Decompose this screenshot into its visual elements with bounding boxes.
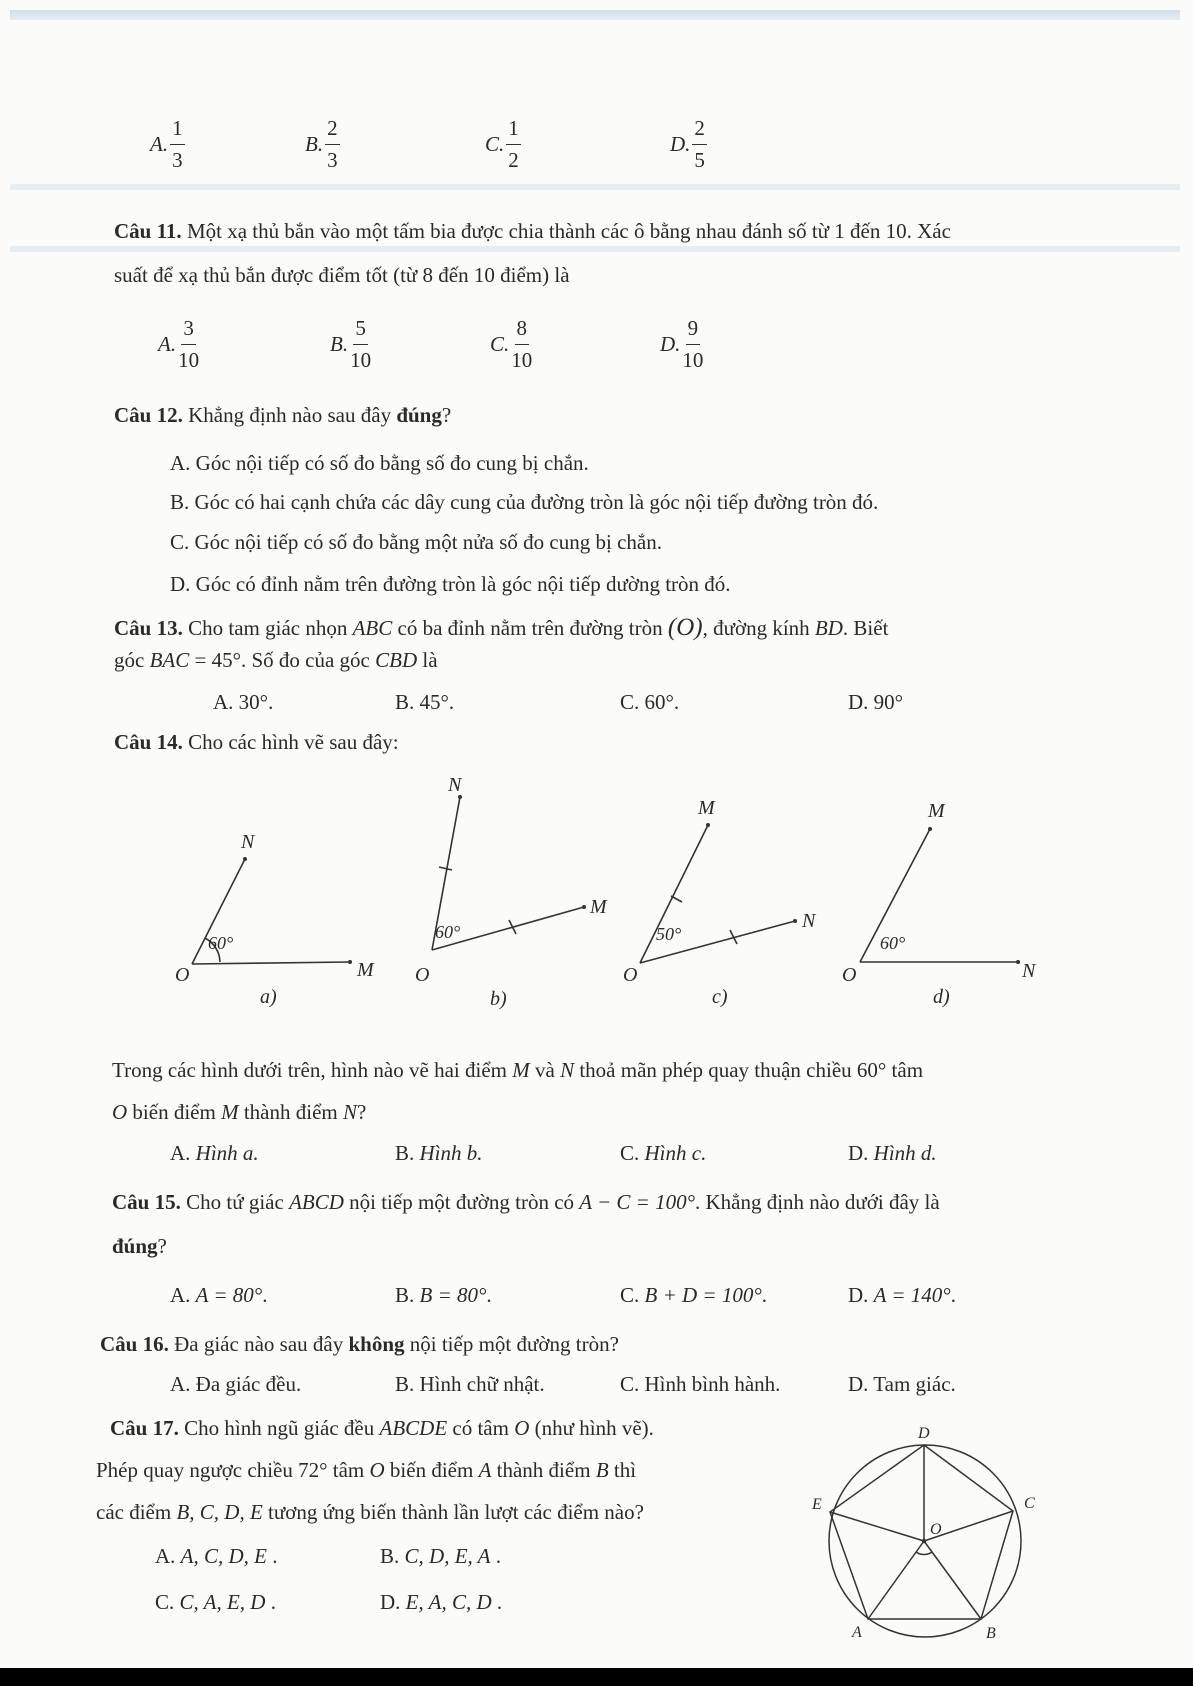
scan-band (10, 184, 1180, 190)
pentagon-label-o: O (930, 1521, 942, 1538)
q16-option-a[interactable]: A. Đa giác đều. (170, 1372, 302, 1396)
q13-option-a[interactable]: A. 30°. (213, 690, 274, 714)
fig-c-m: M (698, 797, 715, 819)
q15-option-a[interactable]: A. A = 80°. (170, 1283, 268, 1307)
fig-c-n: N (802, 910, 816, 932)
fig-d-m: M (928, 800, 945, 822)
q13-option-d[interactable]: D. 90° (848, 690, 904, 714)
q13-question-2: góc BAC = 45°. Số đo của góc CBD là (114, 648, 438, 672)
q16-option-c[interactable]: C. Hình bình hành. (620, 1372, 781, 1396)
fig-a-caption: a) (260, 986, 277, 1008)
fraction: $\frac{5}{10}$ (350, 316, 372, 372)
q17-option-b[interactable]: B. C, D, E, A . (380, 1544, 501, 1568)
q10-option-a[interactable]: A. $\frac{1}{3}$ (150, 116, 183, 172)
q13-question: Câu 13. Cho tam giác nhọn ABC có ba đỉnh nằm trên đường tròn (O), đường kính BD. Biết (114, 614, 889, 641)
q12-option-d[interactable]: D. Góc có đỉnh nằm trên đường tròn là góc nội tiếp dường tròn đó. (170, 572, 731, 596)
fig-d-o: O (842, 964, 857, 986)
q17-option-a[interactable]: A. A, C, D, E . (155, 1544, 278, 1568)
q17-option-c[interactable]: C. C, A, E, D . (155, 1590, 276, 1614)
fraction: $\frac{8}{10}$ (511, 316, 533, 372)
q14-option-a[interactable]: A. Hình a. (170, 1141, 259, 1165)
fig-b-o: O (415, 964, 430, 986)
pentagon-label-e: E (812, 1496, 822, 1513)
scan-band (10, 246, 1180, 252)
fig-c-angle: 50° (656, 924, 682, 944)
fig-b-m: M (590, 896, 607, 918)
q15-option-c[interactable]: C. B + D = 100°. (620, 1283, 767, 1307)
q11-option-b[interactable]: B. $\frac{5}{10}$ (330, 316, 372, 372)
fig-b-n: N (448, 774, 462, 796)
pentagon-label-a: A (852, 1624, 862, 1641)
q14-question: Câu 14. Cho các hình vẽ sau đây: (114, 730, 399, 754)
q15-option-b[interactable]: B. B = 80°. (395, 1283, 492, 1307)
pentagon-label-c: C (1024, 1495, 1035, 1512)
q17-pentagon-figure (800, 1412, 1060, 1672)
q12-option-a[interactable]: A. Góc nội tiếp có số đo bằng số đo cung bị chắn. (170, 451, 589, 475)
q15-option-d[interactable]: D. A = 140°. (848, 1283, 956, 1307)
fig-a-o: O (175, 964, 190, 986)
fig-b-angle: 60° (435, 922, 461, 942)
scan-edge-top (10, 10, 1180, 20)
q13-option-c[interactable]: C. 60°. (620, 690, 680, 714)
fig-b-caption: b) (490, 988, 507, 1010)
fig-a-angle: 60° (208, 933, 234, 953)
q17-question: Câu 17. Cho hình ngũ giác đều ABCDE có tâm O (như hình vẽ). (110, 1416, 654, 1440)
q15-question-2: đúng? (112, 1234, 167, 1258)
fig-d-n: N (1022, 960, 1036, 982)
q16-question: Câu 16. Đa giác nào sau đây không nội tiếp một đường tròn? (100, 1332, 619, 1356)
q11-text-2: suất để xạ thủ bắn được điểm tốt (từ 8 đến 10 điểm) là (114, 263, 570, 287)
pentagon-label-d: D (918, 1425, 930, 1442)
q11-option-c[interactable]: C. $\frac{8}{10}$ (490, 316, 533, 372)
q16-option-b[interactable]: B. Hình chữ nhật. (395, 1372, 545, 1396)
fraction: $\frac{1}{2}$ (508, 116, 519, 172)
pentagon-label-b: B (986, 1625, 996, 1642)
q12-option-b[interactable]: B. Góc có hai cạnh chứa các dây cung của đường tròn là góc nội tiếp đường tròn đó. (170, 490, 879, 514)
q14-prompt-2: O biến điểm M thành điểm N? (112, 1100, 367, 1124)
q14-option-b[interactable]: B. Hình b. (395, 1141, 483, 1165)
q12-question: Câu 12. Khẳng định nào sau đây đúng? (114, 403, 452, 427)
fig-c-o: O (623, 964, 638, 986)
fig-d-caption: d) (933, 986, 950, 1008)
fraction: $\frac{1}{3}$ (172, 116, 183, 172)
q16-option-d[interactable]: D. Tam giác. (848, 1372, 956, 1396)
q10-option-c[interactable]: C. $\frac{1}{2}$ (485, 116, 519, 172)
q14-option-c[interactable]: C. Hình c. (620, 1141, 707, 1165)
fraction: $\frac{2}{5}$ (694, 116, 705, 172)
fraction: $\frac{9}{10}$ (682, 316, 704, 372)
q11-text: Câu 11. Một xạ thủ bắn vào một tấm bia được chia thành các ô bằng nhau đánh số từ 1 đến 10. Xác (114, 219, 951, 243)
fig-a-m: M (357, 959, 374, 981)
q14-figures (0, 770, 1193, 1030)
q17-option-d[interactable]: D. E, A, C, D . (380, 1590, 503, 1614)
q14-prompt: Trong các hình dưới trên, hình nào vẽ hai điểm M và N thoả mãn phép quay thuận chiều 60° tâm (112, 1058, 924, 1082)
q12-option-c[interactable]: C. Góc nội tiếp có số đo bằng một nửa số đo cung bị chắn. (170, 530, 662, 554)
q11-option-a[interactable]: A. $\frac{3}{10}$ (158, 316, 200, 372)
q10-option-d[interactable]: D. $\frac{2}{5}$ (670, 116, 705, 172)
q11-option-d[interactable]: D. $\frac{9}{10}$ (660, 316, 704, 372)
q14-option-d[interactable]: D. Hình d. (848, 1141, 937, 1165)
q13-option-b[interactable]: B. 45°. (395, 690, 455, 714)
q15-question: Câu 15. Cho tứ giác ABCD nội tiếp một đường tròn có A − C = 100°. Khẳng định nào dưới đây là (112, 1190, 940, 1214)
q17-question-3: các điểm B, C, D, E tương ứng biến thành lần lượt các điểm nào? (96, 1500, 644, 1524)
fig-a-n: N (241, 831, 255, 853)
fraction: $\frac{2}{3}$ (327, 116, 338, 172)
q10-option-b[interactable]: B. $\frac{2}{3}$ (305, 116, 338, 172)
q17-question-2: Phép quay ngược chiều 72° tâm O biến điểm A thành điểm B thì (96, 1458, 637, 1482)
fraction: $\frac{3}{10}$ (178, 316, 200, 372)
scan-edge-bottom (0, 1668, 1193, 1686)
fig-c-caption: c) (712, 986, 728, 1008)
fig-d-angle: 60° (880, 933, 906, 953)
